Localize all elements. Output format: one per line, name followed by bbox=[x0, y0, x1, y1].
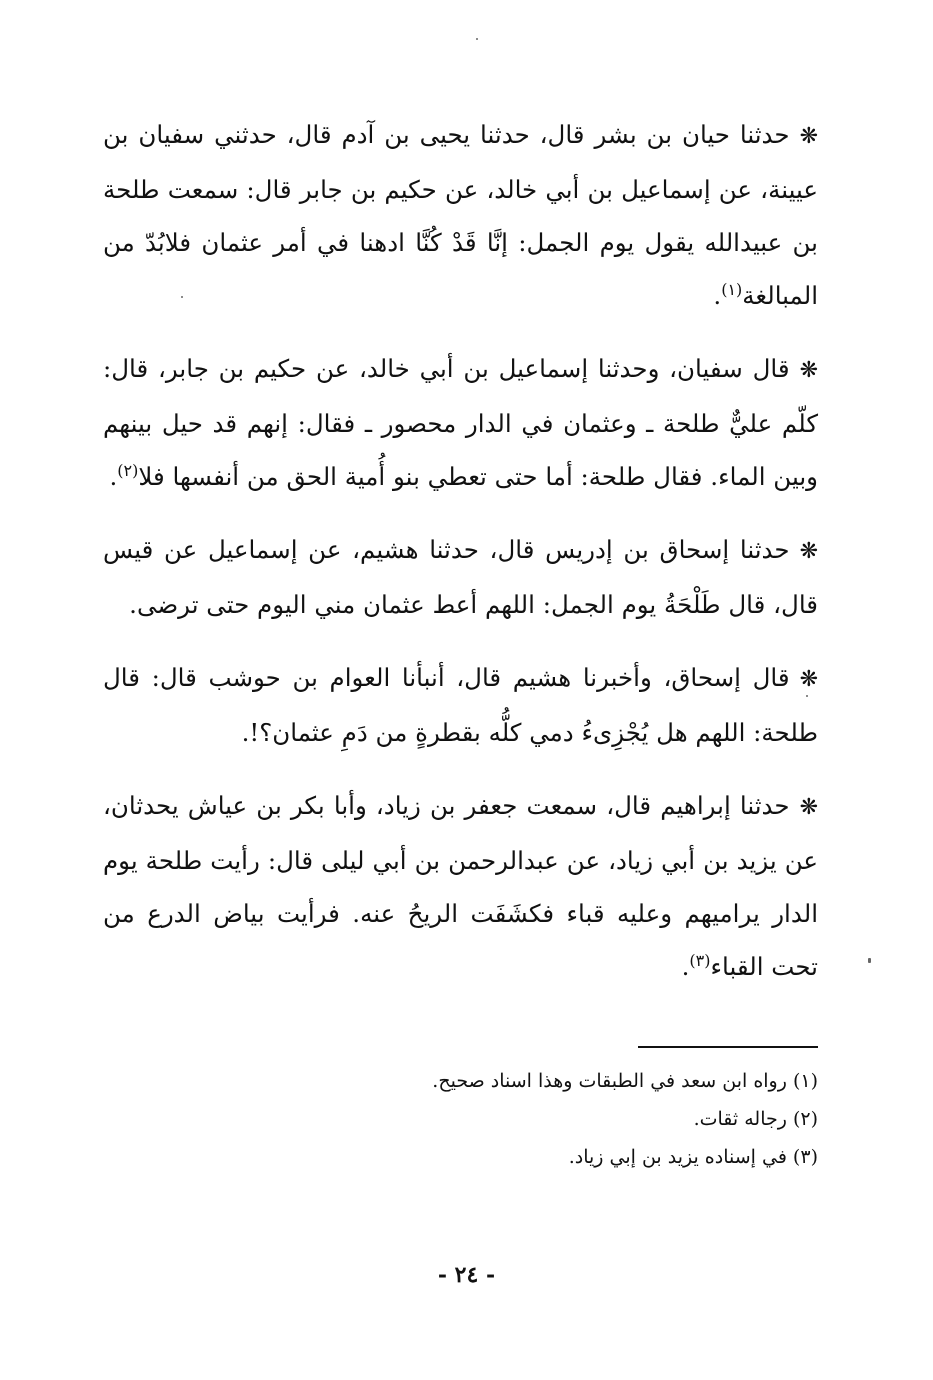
footnote-reference[interactable]: (١) bbox=[721, 279, 743, 299]
scan-speck bbox=[806, 695, 808, 697]
paragraph-text: حدثنا إبراهيم قال، سمعت جعفر بن زياد، وأبا بكر بن عياش يحدثان، عن يزيد بن أبي زياد، عن عبدالرحمن بن أبي ليلى قال: رأيت طلحة يوم الدار يراميهم وعليه قباء فكشَفَت الريحُ عنه. فرأيت بياض الدرع من تحت القباء bbox=[103, 791, 818, 981]
asterism-icon: ❋ bbox=[799, 795, 818, 820]
paragraph-text: قال إسحاق، وأخبرنا هشيم قال، أنبأنا العوام بن حوشب قال: قال طلحة: اللهم هل يُجْزِىءُ دمي كلُّه بقطرةٍ من دَمِ عثمان؟!. bbox=[103, 663, 818, 747]
paragraph-text: حدثنا إسحاق بن إدريس قال، حدثنا هشيم، عن إسماعيل عن قيس قال، قال طَلْحَةُ يوم الجمل: اللهم أعط عثمان مني اليوم حتى ترضى. bbox=[103, 535, 818, 619]
paragraph-end: . bbox=[109, 462, 118, 491]
footnote-2: (٢) رجاله ثقات. bbox=[693, 1108, 818, 1130]
footnote-3: (٣) في إسناده يزيد بن إبي زياد. bbox=[568, 1146, 818, 1168]
scan-speck bbox=[868, 958, 871, 963]
asterism-icon: ❋ bbox=[799, 358, 818, 383]
footnote-1: (١) رواه ابن سعد في الطبقات وهذا اسناد صحيح. bbox=[432, 1070, 818, 1092]
main-text bbox=[103, 108, 818, 1013]
paragraph-4 bbox=[103, 651, 818, 759]
footnotes bbox=[103, 1062, 818, 1176]
asterism-icon: ❋ bbox=[799, 667, 818, 692]
paragraph-3 bbox=[103, 523, 818, 631]
footnote-reference[interactable]: (٢) bbox=[117, 460, 139, 480]
scan-speck bbox=[181, 296, 183, 298]
paragraph-end: . bbox=[713, 281, 722, 310]
paragraph-text: حدثنا حيان بن بشر قال، حدثنا يحيى بن آدم قال، حدثني سفيان بن عيينة، عن إسماعيل بن أبي خالد، عن حكيم بن جابر قال: سمعت طلحة بن عبيدالله يقول يوم الجمل: إنَّا قَدْ كُنَّا ادهنا في أمر عثمان فلابُدّ من المبالغة bbox=[103, 120, 818, 310]
paragraph-1 bbox=[103, 108, 818, 322]
footnote-divider bbox=[638, 1046, 818, 1048]
scan-speck bbox=[476, 38, 478, 40]
page-number: - ٢٤ - bbox=[437, 1262, 496, 1288]
footnote-reference[interactable]: (٣) bbox=[689, 950, 711, 970]
paragraph-text: قال سفيان، وحدثنا إسماعيل بن أبي خالد، عن حكيم بن جابر، قال: كلّم عليٌّ طلحة ـ وعثمان في الدار محصور ـ فقال: إنهم قد حيل بينهم وبين الماء. فقال طلحة: أما حتى تعطي بنو أُمية الحق من أنفسها فلا bbox=[103, 354, 818, 491]
asterism-icon: ❋ bbox=[799, 539, 818, 564]
paragraph-end: . bbox=[681, 952, 690, 981]
asterism-icon: ❋ bbox=[799, 124, 818, 149]
paragraph-2 bbox=[103, 342, 818, 503]
paragraph-5 bbox=[103, 779, 818, 993]
